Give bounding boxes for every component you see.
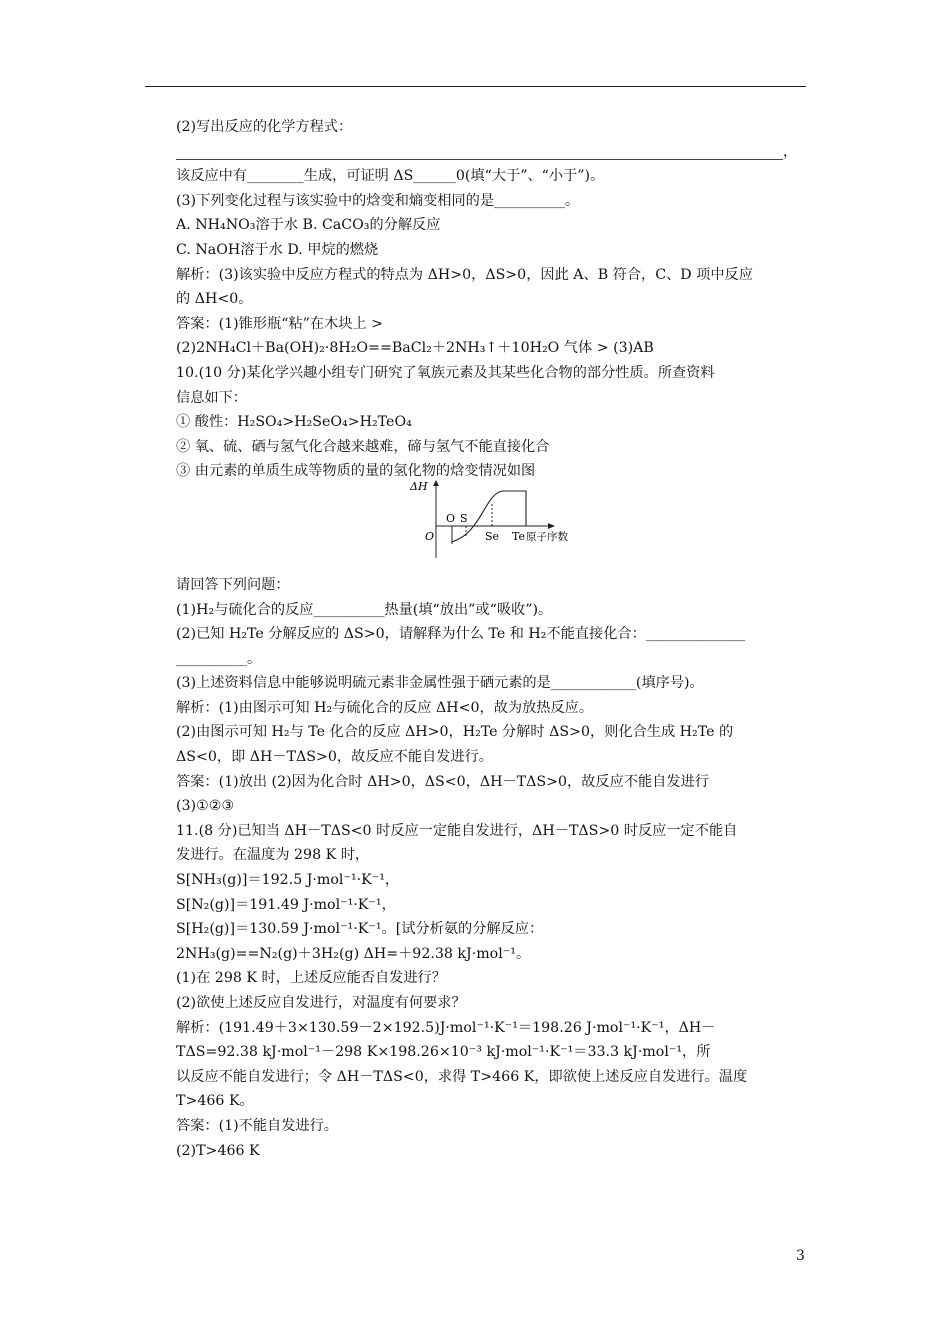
text-line: 以反应不能自发进行；令 ΔH－TΔS<0，求得 T>466 K，即欲使上述反应自发进行。温度 [176, 1068, 748, 1085]
text-line: A. NH₄NO₃溶于水 B. CaCO₃的分解反应 [176, 217, 441, 234]
text-block-bottom [176, 573, 808, 1163]
text-line: ② 氧、硫、硒与氢气化合越来越难，碲与氢气不能直接化合 [176, 438, 550, 455]
text-line: (1)在 298 K 时，上述反应能否自发进行？ [176, 970, 446, 987]
enthalpy-figure [176, 479, 808, 569]
text-line: S[NH₃(g)]＝192.5 J·mol⁻¹·K⁻¹， [176, 872, 400, 889]
enthalpy-chart [408, 480, 578, 560]
text-line: (2)写出反应的化学方程式： [176, 119, 353, 135]
text-line: (2)已知 H₂Te 分解反应的 ΔS>0，请解释为什么 Te 和 H₂不能直接化合：______________ [176, 626, 746, 643]
text-line: __________。 [176, 650, 262, 667]
y-axis-label: ΔH [410, 479, 428, 493]
text-line [176, 140, 808, 165]
text-line: (2)由图示可知 H₂与 Te 化合的反应 ΔH>0，H₂Te 分解时 ΔS>0，则化合生成 H₂Te 的 [176, 724, 734, 741]
text-block-top [176, 115, 808, 484]
text-line: ΔS<0，即 ΔH－TΔS>0，故反应不能自发进行。 [176, 749, 493, 766]
text-line: 解析：(191.49＋3×130.59－2×192.5)J·mol⁻¹·K⁻¹＝198.26 J·mol⁻¹·K⁻¹，ΔH－ [176, 1019, 716, 1036]
text-line: S[N₂(g)]＝191.49 J·mol⁻¹·K⁻¹， [176, 896, 396, 913]
text-line: C. NaOH溶于水 D. 甲烷的燃烧 [176, 241, 379, 258]
text-line: 解析：(1)由图示可知 H₂与硫化合的反应 ΔH<0，故为放热反应。 [176, 699, 594, 716]
text-line: (2)T>466 K [176, 1142, 260, 1159]
text-line: 解析：(3)该实验中反应方程式的特点为 ΔH>0，ΔS>0，因此 A、B 符合，C、D 项中反应 [176, 266, 753, 283]
text-line: 10.(10 分)某化学兴趣小组专门研究了氧族元素及其某些化合物的部分性质。所查资料 [176, 364, 715, 381]
text-line: (3)上述资料信息中能够说明硫元素非金属性强于硒元素的是____________(填序号)。 [176, 675, 704, 692]
text-line: TΔS=92.38 kJ·mol⁻¹－298 K×198.26×10⁻³ kJ·mol⁻¹·K⁻¹＝33.3 kJ·mol⁻¹，所 [176, 1044, 711, 1061]
comma: ， [783, 143, 798, 160]
text-line: T>466 K。 [176, 1093, 254, 1110]
element-label-se: Se [485, 529, 500, 543]
text-line: S[H₂(g)]＝130.59 J·mol⁻¹·K⁻¹。[试分析氨的分解反应： [176, 921, 544, 938]
x-axis-arrow [548, 523, 555, 529]
element-label-te: Te [512, 529, 525, 543]
text-line: 请回答下列问题： [176, 576, 290, 593]
y-axis-arrow [433, 480, 439, 486]
text-line: 的 ΔH<0。 [176, 291, 253, 308]
text-line: (2)2NH₄Cl＋Ba(OH)₂·8H₂O==BaCl₂＋2NH₃↑＋10H₂O 气体 > (3)AB [176, 340, 654, 357]
page-body [176, 115, 808, 1163]
text-line: ① 酸性：H₂SO₄>H₂SeO₄>H₂TeO₄ [176, 414, 412, 431]
header-rule [145, 86, 806, 87]
answer-blank [176, 144, 783, 160]
text-line: (3)下列变化过程与该实验中的焓变和熵变相同的是__________。 [176, 192, 580, 209]
origin-label: O [425, 529, 435, 543]
text-line: 答案：(1)锥形瓶“粘”在木块上 > [176, 315, 384, 332]
text-line: 该反应中有________生成，可证明 ΔS______0(填“大于”、“小于”)。 [176, 168, 605, 185]
element-label-o: O [446, 511, 456, 525]
text-line: 11.(8 分)已知当 ΔH－TΔS<0 时反应一定能自发进行，ΔH－TΔS>0 时反应一定不能自 [176, 822, 738, 839]
text-line: (2)欲使上述反应自发进行，对温度有何要求？ [176, 995, 466, 1011]
x-axis-label: 原子序数 [526, 530, 568, 543]
element-label-s: S [460, 511, 468, 525]
page-number: 3 [796, 1248, 805, 1264]
text-line: ③ 由元素的单质生成等物质的量的氢化物的焓变情况如图 [176, 463, 536, 480]
text-line: 答案：(1)放出 (2)因为化合时 ΔH>0，ΔS<0，ΔH－TΔS>0，故反应不能自发进行 [176, 773, 709, 790]
text-line: 答案：(1)不能自发进行。 [176, 1117, 338, 1134]
text-line: 2NH₃(g)==N₂(g)＋3H₂(g) ΔH=＋92.38 kJ·mol⁻¹。 [176, 945, 531, 962]
text-line: 发进行。在温度为 298 K 时， [176, 847, 370, 864]
text-line: (3)①②③ [176, 798, 235, 815]
text-line: 信息如下： [176, 389, 247, 406]
text-line: (1)H₂与硫化合的反应__________热量(填“放出”或“吸收”)。 [176, 601, 553, 618]
